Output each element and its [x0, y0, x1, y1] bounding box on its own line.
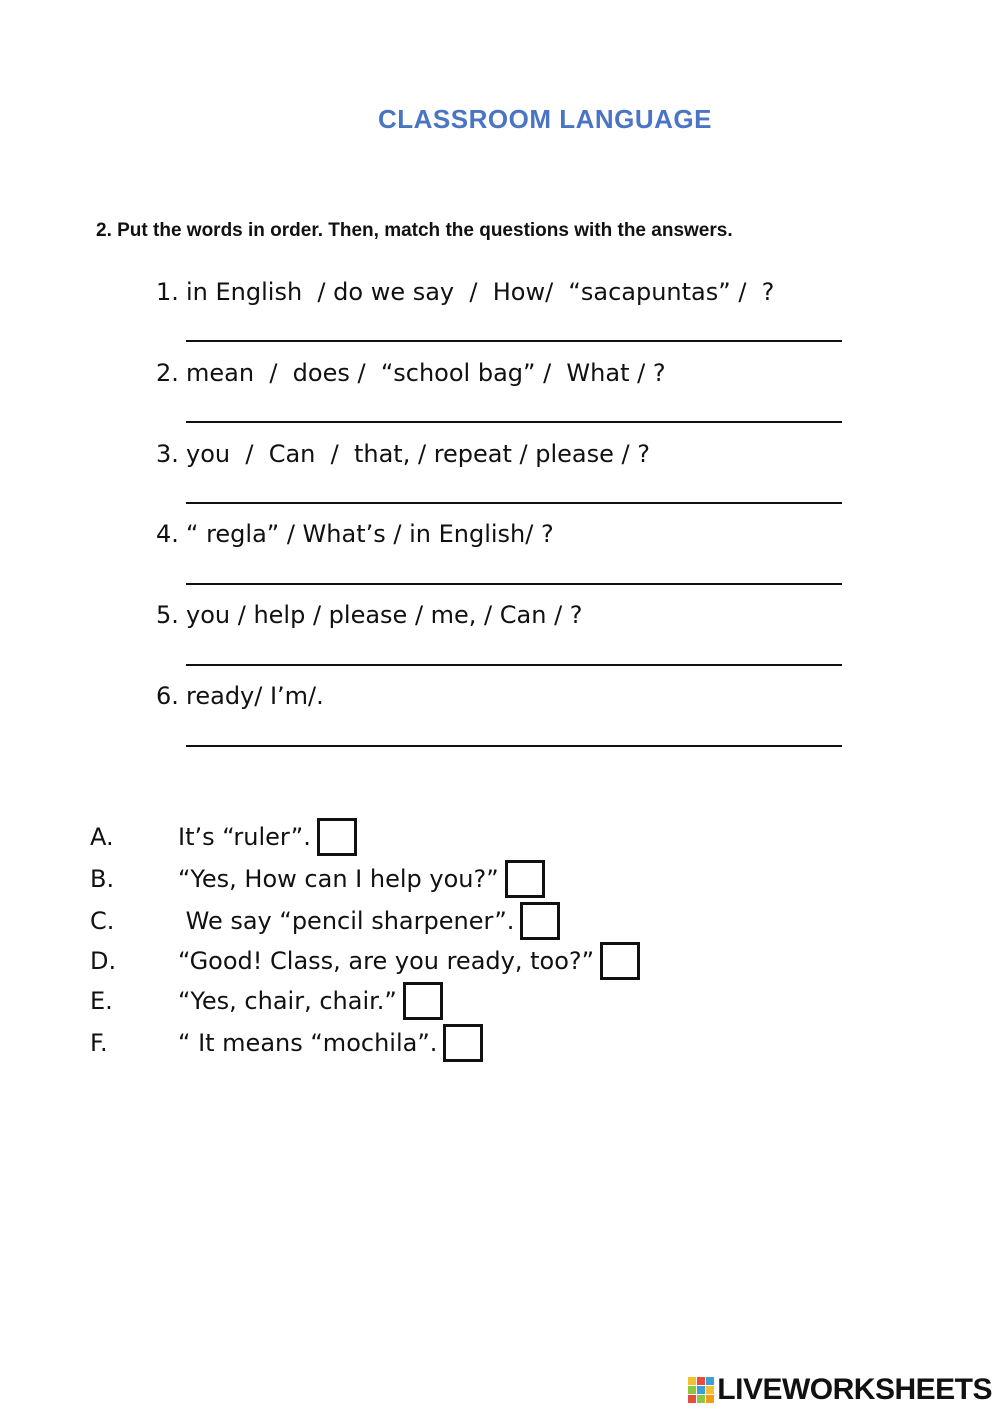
- answer-letter: D.: [90, 947, 117, 975]
- match-box-a[interactable]: [317, 818, 357, 856]
- question-number: 5.: [156, 601, 179, 629]
- match-box-c[interactable]: [520, 902, 560, 940]
- answer-letter: F.: [90, 1029, 108, 1057]
- question-text: ready/ I’m/.: [186, 682, 324, 710]
- question-1: [156, 278, 774, 306]
- answer-text: It’s “ruler”.: [178, 823, 311, 851]
- question-number: 3.: [156, 440, 179, 468]
- question-6: [156, 682, 324, 710]
- question-number: 4.: [156, 520, 179, 548]
- answer-f: [90, 1024, 483, 1062]
- answer-text: We say “pencil sharpener”.: [178, 907, 515, 935]
- question-text: “ regla” / What’s / in English/ ?: [186, 520, 554, 548]
- answer-letter: B.: [90, 865, 115, 893]
- answer-d: [90, 942, 640, 980]
- question-3: [156, 440, 650, 468]
- question-text: you / help / please / me, / Can / ?: [186, 601, 583, 629]
- answer-c: [90, 902, 560, 940]
- question-text: in English / do we say / How/ “sacapuntas” / ?: [186, 278, 775, 306]
- answer-line-4[interactable]: [186, 583, 842, 585]
- answer-text: “Yes, How can I help you?”: [178, 865, 499, 893]
- answer-line-6[interactable]: [186, 745, 842, 747]
- answer-line-3[interactable]: [186, 502, 842, 504]
- answer-a: [90, 818, 357, 856]
- question-text: you / Can / that, / repeat / please / ?: [186, 440, 650, 468]
- answer-letter: E.: [90, 987, 113, 1015]
- answer-line-2[interactable]: [186, 421, 842, 423]
- match-box-e[interactable]: [403, 982, 443, 1020]
- answer-text: “ It means “mochila”.: [178, 1029, 438, 1057]
- question-4: [156, 520, 554, 548]
- question-text: mean / does / “school bag” / What / ?: [186, 359, 666, 387]
- answer-e: [90, 982, 443, 1020]
- match-box-f[interactable]: [443, 1024, 483, 1062]
- question-2: [156, 359, 666, 387]
- answer-b: [90, 860, 545, 898]
- question-number: 2.: [156, 359, 179, 387]
- answer-letter: C.: [90, 907, 115, 935]
- match-box-d[interactable]: [600, 942, 640, 980]
- question-number: 6.: [156, 682, 179, 710]
- instruction: 2. Put the words in order. Then, match the questions with the answers.: [96, 220, 733, 241]
- worksheet-title: CLASSROOM LANGUAGE: [378, 104, 712, 134]
- answer-line-1[interactable]: [186, 340, 842, 342]
- answer-text: “Yes, chair, chair.”: [178, 987, 397, 1015]
- match-box-b[interactable]: [505, 860, 545, 898]
- answer-letter: A.: [90, 823, 114, 851]
- logo-text: LIVEWORKSHEETS: [717, 1373, 992, 1406]
- answer-text: “Good! Class, are you ready, too?”: [178, 947, 595, 975]
- question-number: 1.: [156, 278, 179, 306]
- question-5: [156, 601, 583, 629]
- liveworksheets-logo: [688, 1373, 992, 1407]
- answer-line-5[interactable]: [186, 664, 842, 666]
- liveworksheets-logo-icon: [688, 1377, 714, 1403]
